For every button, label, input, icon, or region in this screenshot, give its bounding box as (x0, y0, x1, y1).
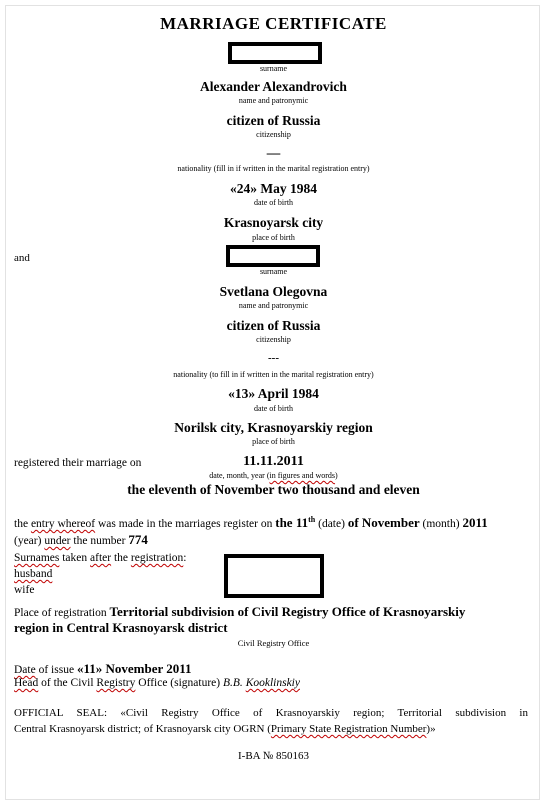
date-of-issue: Date of issue «11» November 2011 (14, 661, 192, 676)
entry-number-line: (year) under the number 774 (14, 532, 148, 547)
surnames-after-registration-label: Surnames taken after the registration: (14, 552, 187, 564)
husband-nationality: — (266, 145, 281, 160)
registration-date-words: the eleventh of November two thousand and eleven (127, 482, 420, 497)
husband-place-of-birth: Krasnoyarsk city (223, 215, 324, 230)
husband-surname-label: surname (259, 64, 288, 73)
document-title: MARRIAGE CERTIFICATE (160, 14, 387, 33)
registered-marriage-label: registered their marriage on (14, 457, 142, 469)
wife-surname-label: surname (259, 267, 288, 276)
wife-citizenship-label: citizenship (256, 335, 291, 344)
wife-date-of-birth: «13» April 1984 (228, 386, 319, 401)
certificate-serial-number: I-BA № 850163 (238, 750, 309, 762)
place-of-registration-line2: region in Central Krasnoyarsk district (14, 620, 228, 635)
husband-date-of-birth: «24» May 1984 (230, 181, 317, 196)
registration-date-label: date, month, year (in figures and words) (209, 471, 338, 480)
wife-name-label: name and patronymic (238, 301, 309, 310)
husband-citizenship-label: citizenship (256, 130, 291, 139)
wife-name: Svetlana Olegovna (219, 284, 328, 299)
husband-citizenship: citizen of Russia (226, 113, 321, 128)
official-seal-line2: Central Krasnoyarsk district; of Krasnoyarsk city OGRN (Primary State Registration Number)» (14, 723, 436, 735)
official-seal-line1: OFFICIAL SEAL: «Civil Registry Office of Krasnoyarskiy region; Territorial subdivision in (14, 707, 528, 719)
husband-label: husband (14, 568, 53, 580)
place-of-registration-line1: Place of registration Territorial subdivision of Civil Registry Office of Krasnoyarskiy (14, 604, 466, 619)
husband-pob-label: place of birth (252, 233, 295, 242)
registration-date: 11.11.2011 (243, 454, 304, 469)
entry-line: the entry whereof was made in the marriages register on the 11th (date) of November (month) 2011 (14, 515, 488, 530)
and-label: and (14, 252, 30, 264)
redacted-husband-surname (228, 42, 322, 64)
redacted-wife-surname (226, 245, 320, 267)
wife-place-of-birth: Norilsk city, Krasnoyarskiy region (174, 420, 373, 435)
civil-registry-office-label: Civil Registry Office (237, 638, 310, 648)
husband-nationality-label: nationality (fill in if written in the marital registration entry) (177, 164, 370, 173)
wife-dob-label: date of birth (253, 404, 294, 413)
husband-name-label: name and patronymic (238, 96, 309, 105)
wife-label: wife (14, 584, 35, 596)
wife-citizenship: citizen of Russia (226, 318, 321, 333)
husband-dob-label: date of birth (253, 198, 294, 207)
redacted-surnames-after-registration (224, 554, 324, 598)
head-of-office-signature: Head of the Civil Registry Office (signature) B.B. Kooklinskiy (14, 677, 300, 689)
husband-name: Alexander Alexandrovich (200, 79, 347, 94)
wife-nationality: --- (268, 352, 279, 364)
wife-nationality-label: nationality (to fill in if written in the marital registration entry) (173, 370, 374, 379)
wife-pob-label: place of birth (252, 437, 295, 446)
